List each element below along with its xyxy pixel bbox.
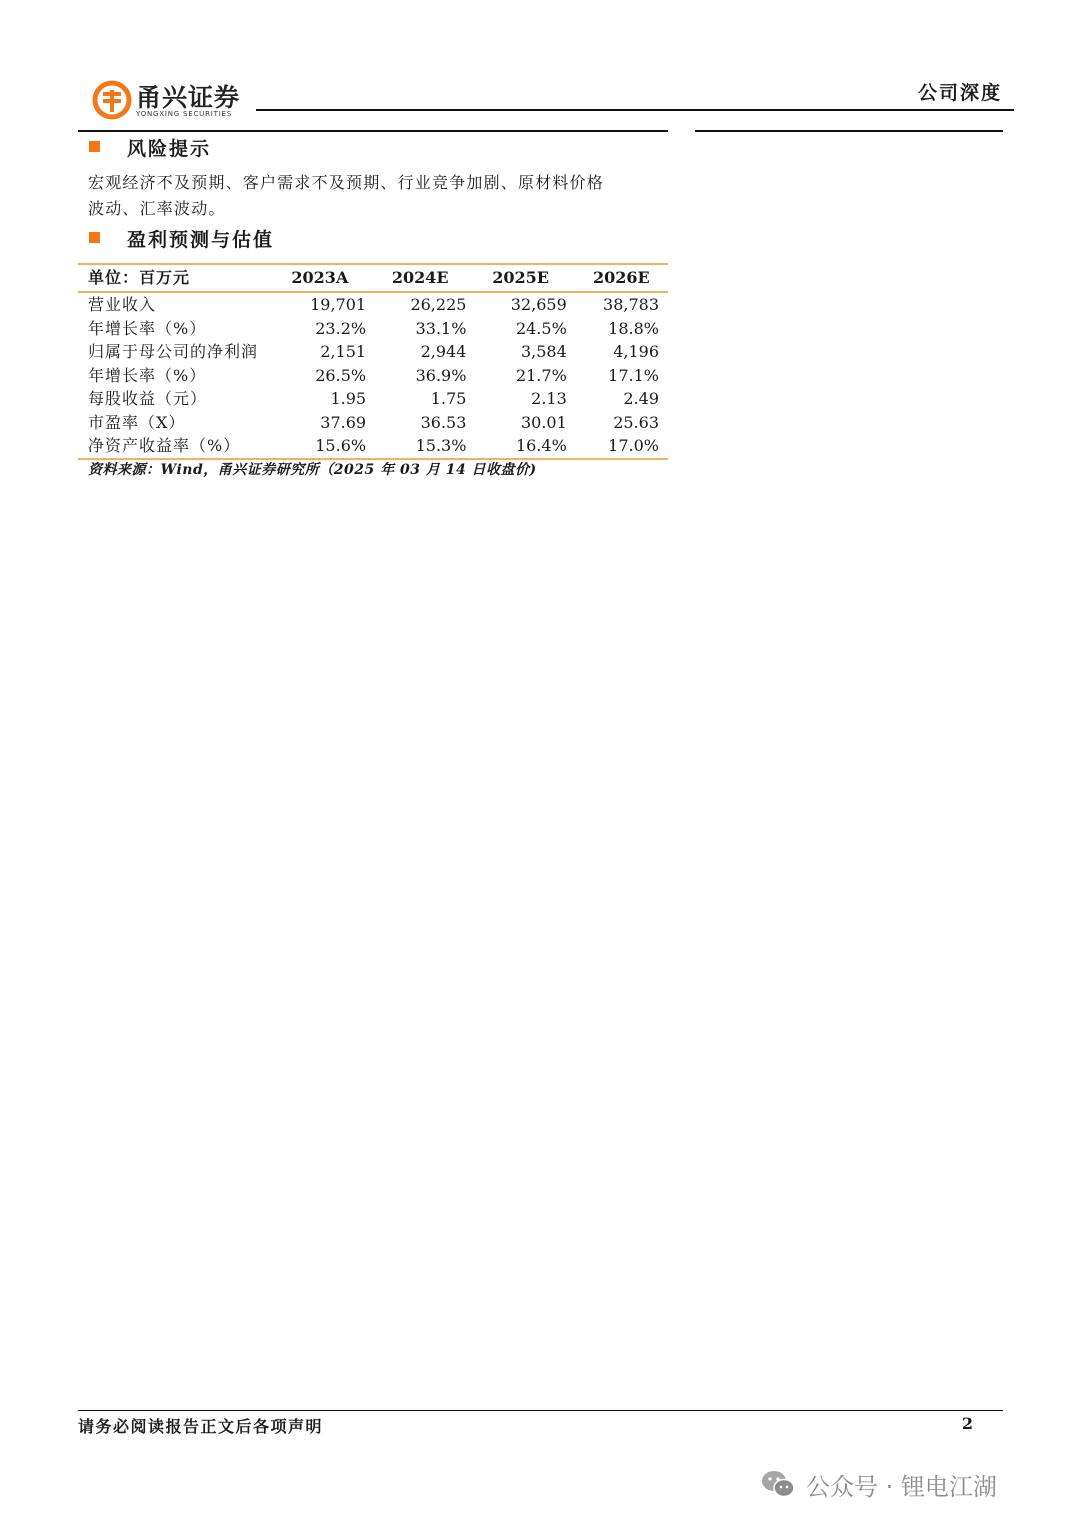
forecast-section-title: 盈利预测与估值 [127, 229, 275, 251]
row-label: 净资产收益率（%） [88, 436, 241, 455]
table-cell: 26.5% [315, 365, 367, 385]
table-cell: 19,701 [310, 295, 367, 314]
table-row [78, 292, 668, 317]
column-header: 2023A [291, 268, 349, 287]
row-label: 年增长率（%） [88, 318, 207, 338]
section-bullet-icon [89, 141, 100, 152]
right-column-rule [695, 130, 1003, 132]
logo-english-name: YONGXING SECURITIES [136, 110, 233, 118]
left-column-rule [78, 130, 668, 132]
section-bullet-icon [89, 232, 100, 243]
column-header: 2025E [492, 268, 549, 287]
table-cell: 17.1% [608, 365, 659, 385]
company-logo [92, 78, 252, 124]
table-cell: 37.69 [320, 412, 367, 432]
row-label: 归属于母公司的净利润 [88, 342, 259, 361]
table-row [78, 434, 668, 459]
table-row [78, 340, 668, 364]
earnings-forecast-table [78, 263, 668, 460]
table-cell: 32,659 [510, 295, 567, 314]
risk-line: 波动、汇率波动。 [88, 199, 226, 218]
risk-body [88, 170, 668, 222]
row-label: 营业收入 [88, 295, 157, 314]
row-label: 每股收益（元） [88, 389, 208, 408]
table-cell: 26,225 [410, 295, 467, 314]
column-header: 单位：百万元 [88, 268, 191, 287]
row-label: 市盈率（X） [88, 412, 186, 432]
page-number: 2 [961, 1414, 973, 1433]
header-rule [256, 109, 1014, 111]
table-cell: 36.9% [415, 365, 467, 385]
table-cell: 2,944 [420, 342, 467, 361]
row-label: 年增长率（%） [88, 365, 207, 385]
table-cell: 15.3% [415, 436, 467, 455]
document-type-label: 公司深度 [917, 82, 1002, 104]
column-header: 2024E [391, 268, 449, 287]
table-cell: 1.95 [330, 389, 367, 408]
table-cell: 15.6% [315, 436, 367, 455]
wechat-icon [760, 1468, 796, 1500]
table-header-row [78, 264, 668, 292]
table-row [78, 317, 668, 341]
table-source-note: 资料来源：Wind，甬兴证券研究所（2025 年 03 月 14 日收盘价) [88, 462, 537, 478]
table-cell: 2,151 [320, 342, 367, 361]
table-cell: 4,196 [613, 342, 659, 361]
table-cell: 24.5% [515, 318, 567, 338]
table-row [78, 387, 668, 411]
wechat-watermark [760, 1464, 997, 1504]
table-row [78, 364, 668, 388]
table-cell: 36.53 [420, 412, 467, 432]
table-cell: 1.75 [430, 389, 467, 408]
table-cell: 25.63 [613, 412, 659, 432]
watermark-text: 公众号 · 锂电江湖 [806, 1472, 997, 1501]
yongxing-logo-icon [92, 80, 132, 120]
table-cell: 2.49 [623, 389, 659, 408]
table-cell: 16.4% [515, 436, 567, 455]
risk-line: 宏观经济不及预期、客户需求不及预期、行业竞争加剧、原材料价格 [88, 173, 605, 192]
table-cell: 21.7% [515, 365, 567, 385]
table-cell: 38,783 [603, 295, 659, 314]
footer-rule [78, 1410, 1003, 1411]
footer-disclaimer: 请务必阅读报告正文后各项声明 [78, 1417, 324, 1436]
table-cell: 3,584 [520, 342, 567, 361]
logo-chinese-name: 甬兴证券 [136, 83, 241, 112]
table-row [78, 411, 668, 435]
table-cell: 30.01 [520, 412, 567, 432]
column-header: 2026E [593, 268, 650, 287]
table-cell: 18.8% [608, 318, 659, 338]
table-cell: 23.2% [315, 318, 367, 338]
table-cell: 33.1% [415, 318, 467, 338]
risk-section-title: 风险提示 [127, 138, 212, 160]
table-cell: 2.13 [531, 389, 567, 408]
table-cell: 17.0% [608, 436, 659, 455]
